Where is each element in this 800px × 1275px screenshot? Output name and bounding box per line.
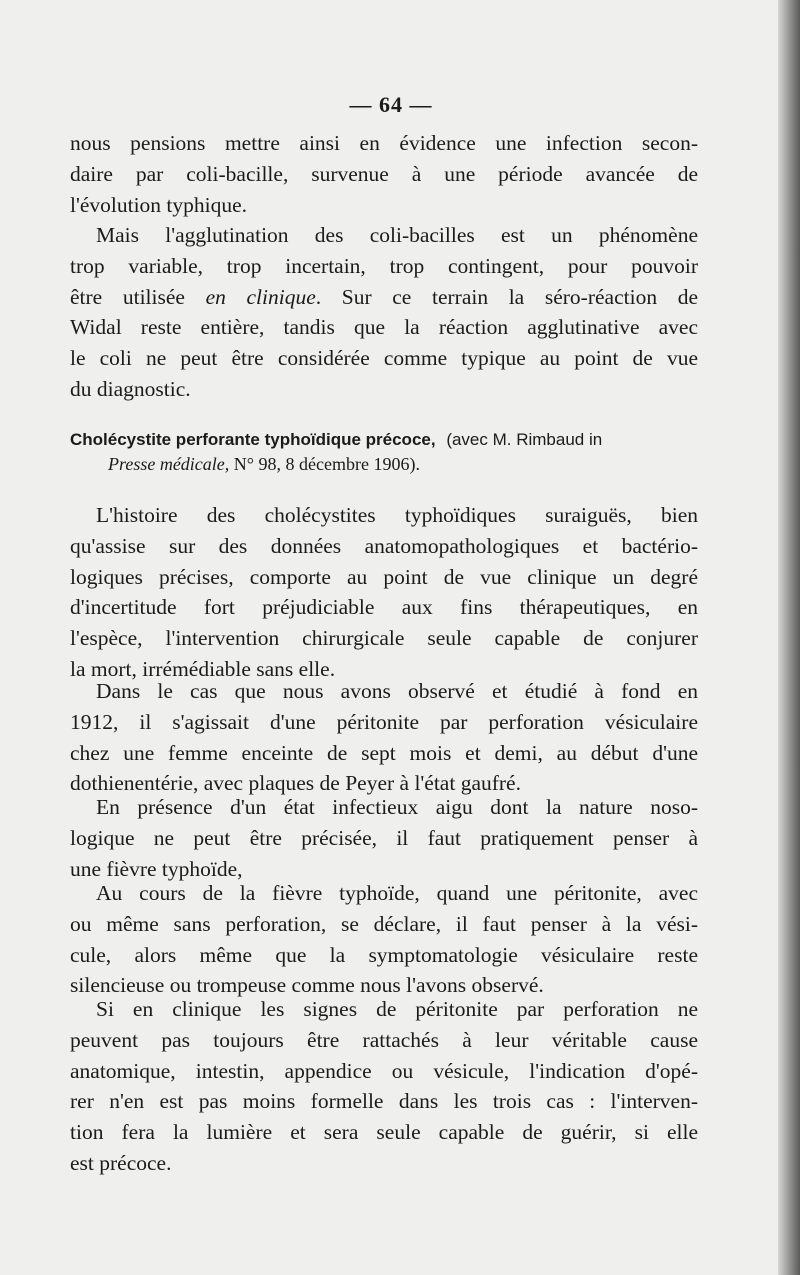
text-line: la mort, irrémédiable sans elle. — [70, 656, 336, 681]
page-edge-shadow — [778, 0, 800, 1275]
text-segment: . Sur ce terrain la séro-réaction de — [315, 284, 698, 309]
text-line: une fièvre typhoïde, — [70, 856, 243, 881]
text-line: qu'assise sur des données anatomopathologiques et bactério- — [70, 533, 698, 558]
text-line: daire par coli-bacille, survenue à une période avancée de — [70, 161, 698, 186]
text-line: anatomique, intestin, appendice ou vésicule, l'indication d'opé- — [70, 1058, 698, 1083]
text-line: L'histoire des cholécystites typhoïdiques suraiguës, bien — [96, 503, 698, 527]
text-line-with-emphasis — [70, 282, 698, 313]
text-line: Mais l'agglutination des coli-bacilles est un phénomène — [96, 223, 698, 247]
text-line: dothienentérie, avec plaques de Peyer à l'état gaufré. — [70, 771, 521, 796]
text-line: l'espèce, l'intervention chirurgicale seule capable de conjurer — [70, 626, 698, 651]
paragraph-3 — [70, 500, 698, 685]
page-number: — 64 — — [349, 92, 433, 117]
text-line: le coli ne peut être considérée comme typique au point de vue — [70, 346, 698, 371]
text-segment: être utilisée — [70, 284, 206, 309]
paragraph-1 — [70, 128, 698, 220]
reference-title: Cholécystite perforante typhoïdique précoce, — [70, 430, 436, 449]
text-line: Dans le cas que nous avons observé et étudié à fond en — [96, 679, 698, 703]
text-line: d'incertitude fort préjudiciable aux fins thérapeutiques, en — [70, 595, 698, 620]
text-line: Au cours de la fièvre typhoïde, quand une péritonite, avec — [96, 881, 698, 905]
paragraph-2 — [70, 220, 698, 405]
text-line: logique ne peut être précisée, il faut pratiquement penser à — [70, 825, 698, 850]
paragraph-5 — [70, 792, 698, 884]
publication-reference — [70, 428, 698, 476]
text-line: l'évolution typhique. — [70, 192, 248, 217]
text-line: Widal reste entière, tandis que la réaction agglutinative avec — [70, 315, 698, 340]
emphasis-text: en clinique — [205, 284, 316, 309]
paragraph-6 — [70, 878, 698, 1001]
reference-authors: (avec M. Rimbaud in — [446, 430, 603, 449]
text-line: chez une femme enceinte de sept mois et demi, au début d'une — [70, 740, 698, 765]
text-line: nous pensions mettre ainsi en évidence une infection secon- — [70, 131, 698, 155]
text-line: rer n'en est pas moins formelle dans les trois cas : l'interven- — [70, 1089, 698, 1114]
text-line: du diagnostic. — [70, 376, 191, 401]
text-line: peuvent pas toujours être rattachés à leur véritable cause — [70, 1027, 698, 1052]
paragraph-7 — [70, 994, 698, 1179]
paragraph-4 — [70, 676, 698, 799]
text-line: est précoce. — [70, 1150, 172, 1175]
text-line: silencieuse ou trompeuse comme nous l'avons observé. — [70, 973, 544, 998]
reference-journal: Presse médicale, — [108, 454, 230, 474]
text-line: cule, alors même que la symptomatologie vésiculaire reste — [70, 942, 698, 967]
text-line: ou même sans perforation, se déclare, il faut penser à la vési- — [70, 911, 698, 936]
text-line: 1912, il s'agissait d'une péritonite par perforation vésiculaire — [70, 709, 698, 734]
text-line: Si en clinique les signes de péritonite par perforation ne — [96, 997, 698, 1021]
text-line: trop variable, trop incertain, trop contingent, pour pouvoir — [70, 253, 698, 278]
reference-details: N° 98, 8 décembre 1906). — [233, 454, 420, 474]
text-line: tion fera la lumière et sera seule capable de guérir, si elle — [70, 1120, 698, 1145]
text-line: logiques précises, comporte au point de vue clinique un degré — [70, 564, 698, 589]
reference-second-line — [70, 452, 698, 476]
text-line: En présence d'un état infectieux aigu dont la nature noso- — [96, 795, 698, 819]
reference-first-line — [70, 428, 698, 452]
